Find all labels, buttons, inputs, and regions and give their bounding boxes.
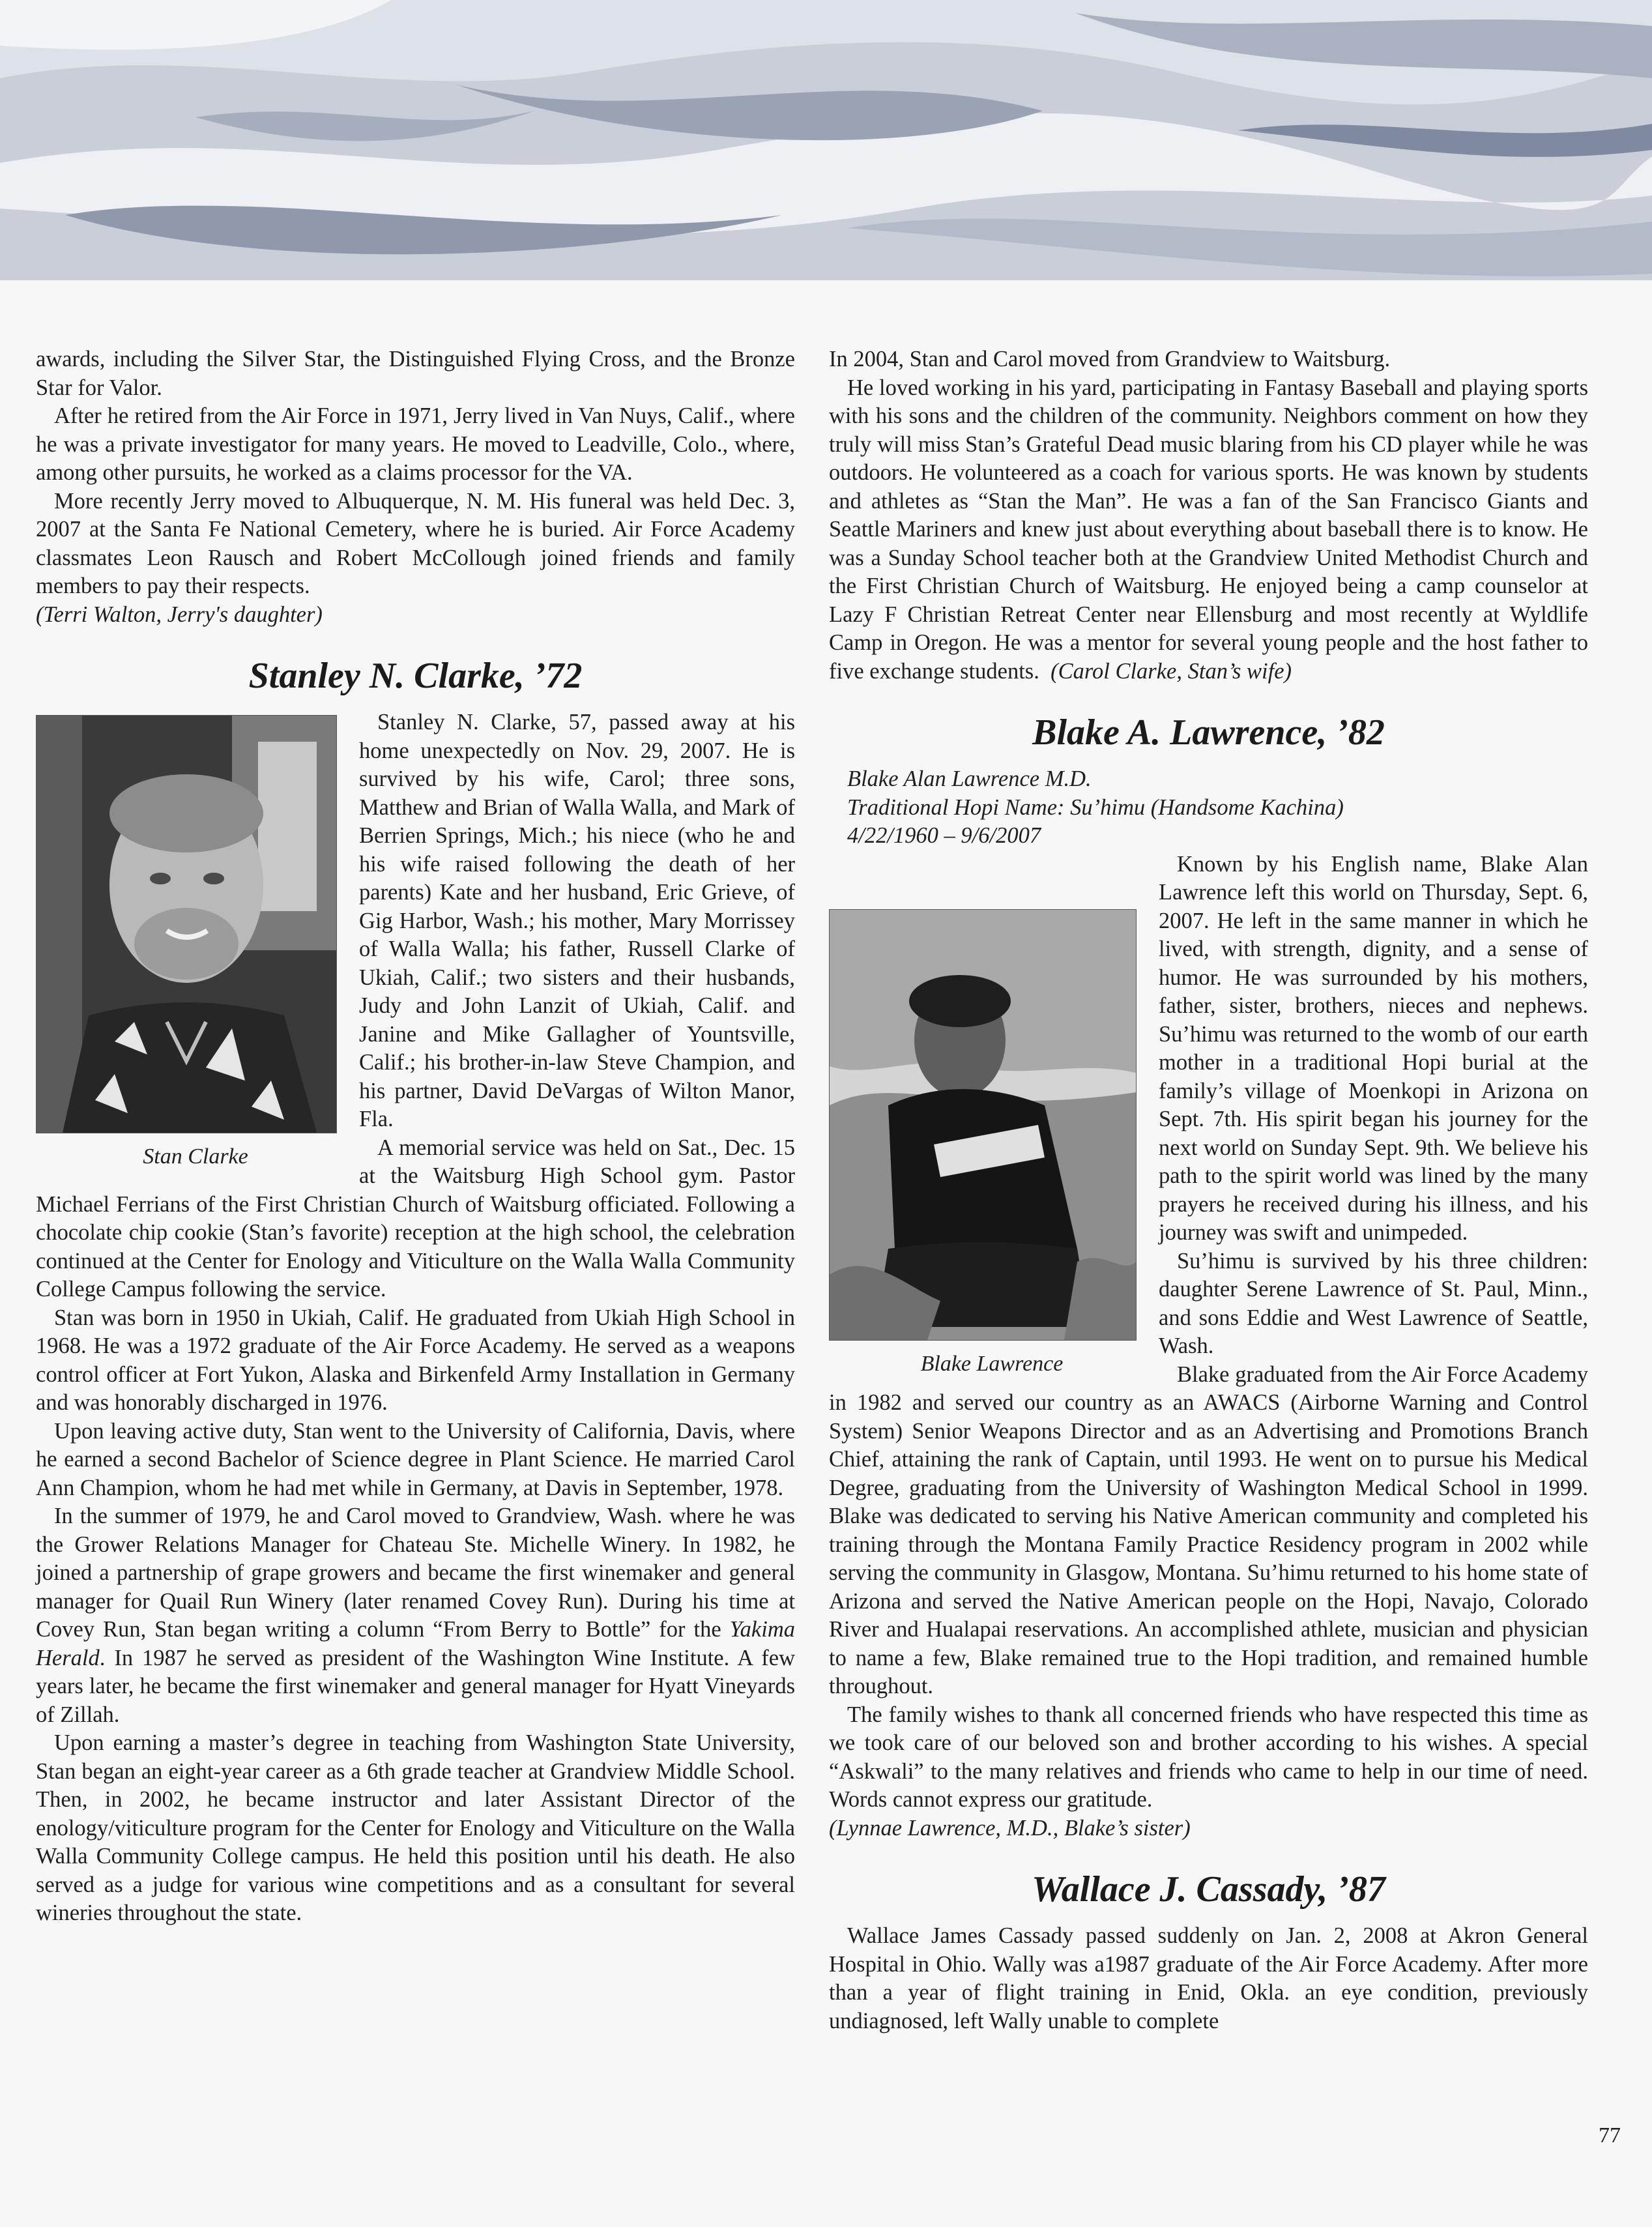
lawrence-dates: 4/22/1960 – 9/6/2007 (847, 823, 1041, 848)
cassady-heading: Wallace J. Cassady, ’87 (1032, 1869, 1385, 1910)
lawrence-paragraph-3: Blake graduated from the Air Force Academy in 1982 and served our country as an AWACS (Airborne Warning and Control System) Senior Weapons Director and as an Advertising and Promotions Branch Chief, attaining the rank of Captain, until 1993. He went on to pursue his Medical Degree, graduating from the University of Washington Medical School in 1999. Blake was dedicated to serving his Native American community and completed his training through the Montana Family Practice Residency program in 2002 while serving the community in Glasgow, Montana. Su’himu returned to his home state of Arizona and served the Native American people on the Hopi, Navajo, Colorado River and Hualapai reservations. An accomplished athlete, musician and physician to name a few, Blake remained true to the Hopi tradition, and remained humble throughout. (829, 1361, 1588, 1698)
lawrence-paragraph-1-text: Known by his English name, Blake Alan Lawrence left this world on Thursday, Sept. 6, 2007. He left in the same manner in which he lived, with strength, dignity, and a sense of humor. He was surrounded by his mothers, father, sister, brothers, nieces and nephews. Su’himu was returned to the womb of our earth mother in a traditional Hopi burial at the family’s village of Moenkopi in Arizona on Sept. 7th. His spirit began his journey for the next world on Sunday Sept. 9th. We believe his path to the spirit world was lined by the many prayers he received during his illness, and his journey was swift and unimpeded. (1159, 851, 1588, 1245)
newspaper-title: Yakima Herald (36, 1617, 795, 1670)
right-column (829, 345, 1588, 2035)
lawrence-photo (829, 909, 1137, 1378)
clarke-continued-2 (829, 374, 1588, 686)
left-column (36, 345, 795, 1928)
jerry-paragraph-2: After he retired from the Air Force in 1971, Jerry lived in Van Nuys, Calif., where he was a private investigator for many years. He moved to Leadville, Colo., where, among other pursuits, he worked as a claims processor for the VA. (36, 403, 795, 485)
clarke-paragraph-5-part-1: In the summer of 1979, he and Carol moved to Grandview, Wash. where he was the Grower Relations Manager for Chateau Ste. Michelle Winery. In 1982, he joined a partnership of grape growers and became the first winemaker and general manager for Quail Run Winery (later renamed Covey Run). During his time at Covey Run, Stan began writing a column “From Berry to Bottle” for the (36, 1504, 795, 1642)
cassady-paragraph-1: Wallace James Cassady passed suddenly on Jan. 2, 2008 at Akron General Hospital in Ohio. Wally was a1987 graduate of the Air Force Academy. After more than a year of flight training in Enid, Okla. an eye condition, previously undiagnosed, left Wally unable to complete (829, 1923, 1588, 2033)
clarke-heading: Stanley N. Clarke, ’72 (248, 656, 583, 696)
blake-lawrence-portrait (829, 909, 1137, 1341)
jerry-signature: (Terri Walton, Jerry's daughter) (36, 602, 323, 627)
jerry-paragraph-3: More recently Jerry moved to Albuquerque, N. M. His funeral was held Dec. 3, 2007 at the Santa Fe National Cemetery, where he is buried. Air Force Academy classmates Leon Rausch and Robert McCollough joined friends and family members to pay their respects. (36, 488, 795, 598)
lawrence-photo-caption: Blake Lawrence (920, 1351, 1064, 1376)
clarke-paragraph-1-text: Stanley N. Clarke, 57, passed away at his home unexpectedly on Nov. 29, 2007. He is survived by his wife, Carol; three sons, Matthew and Brian of Walla Walla, and Mark of Berrien Springs, Mich.; his niece (who he and his wife raised following the death of her parents) Kate and her husband, Eric Grieve, of Gig Harbor, Wash.; his mother, Mary Morrissey of Walla Walla; his father, Russell Clarke of Ukiah, Calif.; two sisters and their husbands, Judy and John Lanzit of Ukiah, Calif. and Janine and Mike Gallagher of Yountsville, Calif.; his brother-in-law Steve Champion, and his partner, David DeVargas of Wilton Manor, Fla. (359, 710, 795, 1131)
lawrence-hopi-name: Traditional Hopi Name: Su’himu (Handsome Kachina) (847, 794, 1344, 820)
clarke-paragraph-4: Upon leaving active duty, Stan went to the University of California, Davis, where he earned a second Bachelor of Science degree in Plant Science. He married Carol Ann Champion, whom he had met while in Germany, at Davis in September, 1978. (36, 1418, 795, 1500)
stan-clarke-portrait (36, 715, 337, 1133)
lawrence-signature: (Lynnae Lawrence, M.D., Blake’s sister) (829, 1815, 1191, 1841)
clarke-paragraph-1 (36, 708, 795, 1169)
decorative-banner (0, 0, 1652, 290)
clarke-paragraph-5 (36, 1502, 795, 1729)
clarke-photo-caption: Stan Clarke (143, 1144, 248, 1169)
lawrence-full-name: Blake Alan Lawrence M.D. (847, 766, 1092, 791)
clarke-paragraph-3: Stan was born in 1950 in Ukiah, Calif. He graduated from Ukiah High School in 1968. He was a 1972 graduate of the Air Force Academy. He served as a weapons control officer at Fort Yukon, Alaska and Birkenfeld Army Installation in Germany and was honorably discharged in 1976. (36, 1305, 795, 1415)
clarke-paragraph-2: A memorial service was held on Sat., Dec. 15 at the Waitsburg High School gym. Pastor Michael Ferrians of the First Christian Church of Waitsburg officiated. Following a chocolate chip cookie (Stan’s favorite) reception at the high school, the celebration continued at the Center for Enology and Viticulture on the Walla Walla Community College Campus following the service. (36, 1135, 795, 1302)
clarke-photo (36, 715, 337, 1171)
page-number: 77 (1599, 2123, 1621, 2147)
jerry-paragraph-1: awards, including the Silver Star, the Distinguished Flying Cross, and the Bronze Star for Valor. (36, 347, 795, 400)
clarke-paragraph-5-part-2: . In 1987 he served as president of the Washington Wine Institute. A few years later, he became the first winemaker and general manager for Hyatt Vineyards of Zillah. (36, 1645, 795, 1727)
lawrence-paragraph-2: Su’himu is survived by his three children: daughter Serene Lawrence of St. Paul, Minn., and sons Eddie and West Lawrence of Seattle, Wash. (1159, 1248, 1588, 1358)
clarke-continued-1: In 2004, Stan and Carol moved from Grandview to Waitsburg. (829, 347, 1391, 371)
clarke-paragraph-6: Upon earning a master’s degree in teaching from Washington State University, Stan began an eight-year career as a 6th grade teacher at Grandview Middle School. Then, in 2002, he became instructor and later Assistant Director of the enology/viticulture program for the Center for Enology and Viticulture on the Walla Walla Community College campus. He held this position until his death. He also served as a judge for various wine competitions and as a consultant for several wineries throughout the state. (36, 1730, 795, 1925)
lawrence-heading: Blake A. Lawrence, ’82 (1032, 712, 1385, 753)
clarke-continued-2-text: He loved working in his yard, participating in Fantasy Baseball and playing sports with his sons and the children of the community. Neighbors comment on how they truly will miss Stan’s Grateful Dead music blaring from his CD player while he was outdoors. He volunteered as a coach for various sports. He was known by students and athletes as “Stan the Man”. He was a fan of the San Francisco Giants and Seattle Mariners and knew just about everything about baseball there is to know. He was a Sunday School teacher both at the Grandview United Methodist Church and the First Christian Church of Waitsburg. He enjoyed being a camp counselor at Lazy F Christian Retreat Center near Ellensburg and most recently at Wyldlife Camp in Oregon. He was a mentor for several young people and the host father to five exchange students. (829, 375, 1588, 684)
lawrence-paragraph-4: The family wishes to thank all concerned friends who have respected this time as we took care of our beloved son and brother according to his wishes. A special “Askwali” to the many relatives and friends who came to help in our time of need. Words cannot express our gratitude. (829, 1702, 1588, 1812)
clarke-signature: (Carol Clarke, Stan’s wife) (1051, 658, 1292, 684)
